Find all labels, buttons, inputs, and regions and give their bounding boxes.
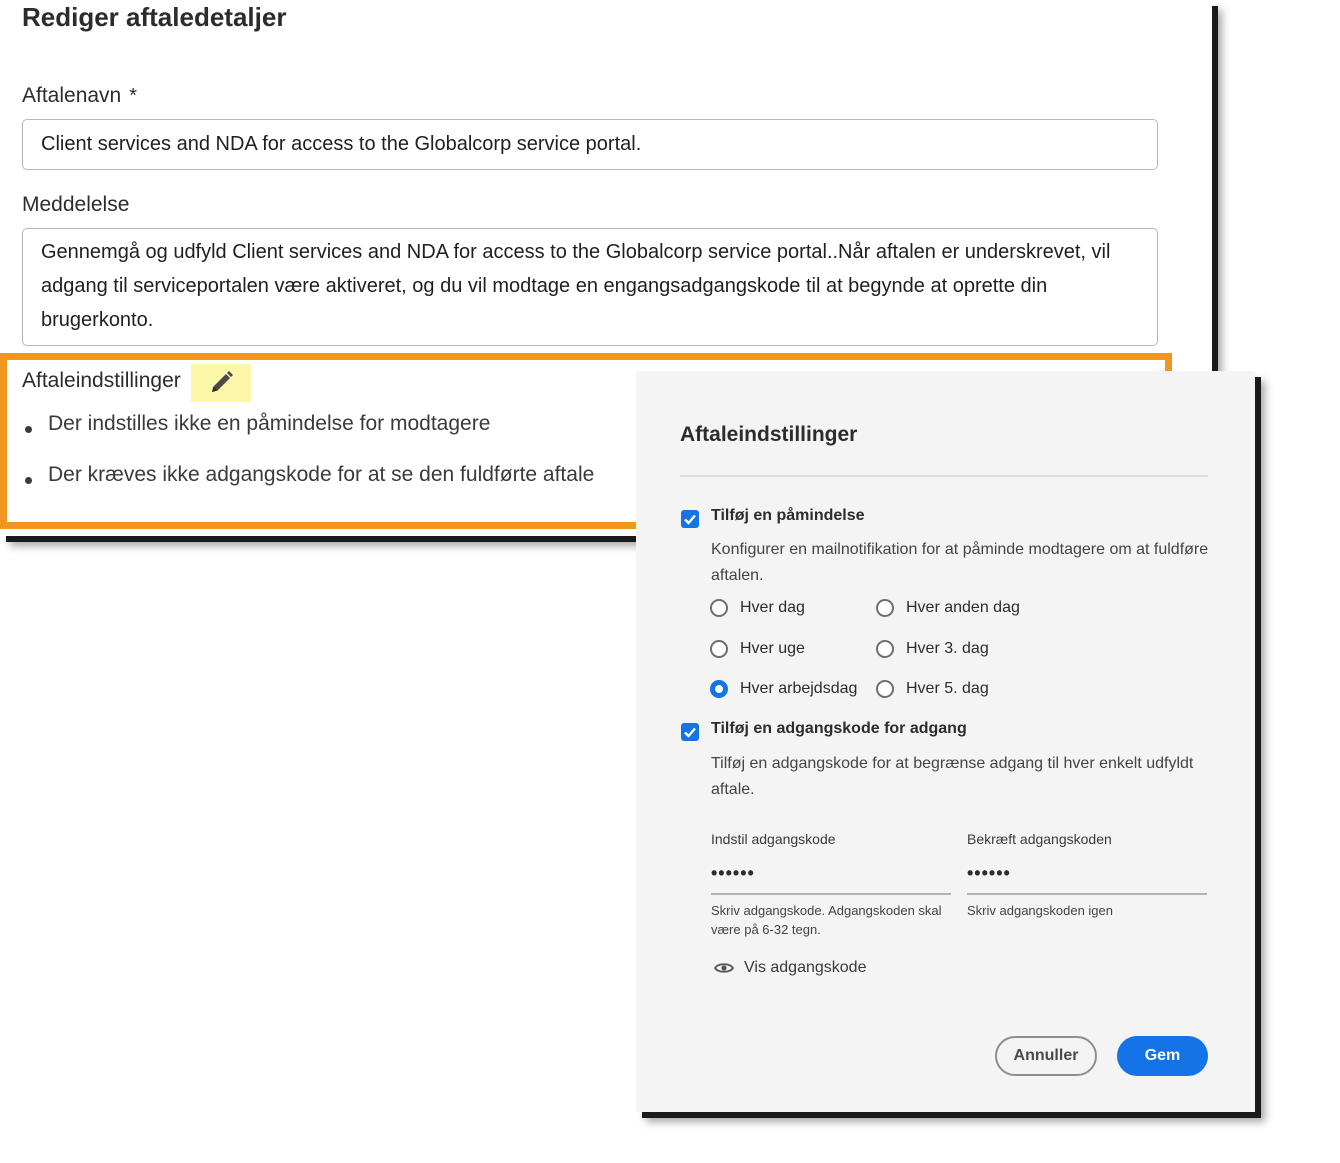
radio-button[interactable] <box>876 680 894 698</box>
save-button[interactable]: Gem <box>1117 1036 1208 1076</box>
radio-label: Hver dag <box>740 599 805 616</box>
radio-button[interactable] <box>876 599 894 617</box>
settings-summary-list <box>22 412 594 514</box>
checkmark-icon <box>683 512 697 526</box>
confirm-password-help: Skriv adgangskoden igen <box>967 903 1113 918</box>
radio-every-week[interactable] <box>710 640 805 658</box>
message-textarea[interactable]: Gennemgå og udfyld Client services and NDA for access to the Globalcorp service portal..Når aftalen er underskrevet, vil adgang til serviceportalen være aktiveret, og du vil modtage en engangsadgangskode til at begynde at oprette din brugerkonto. <box>22 228 1158 346</box>
password-description: Tilføj en adgangskode for at begrænse adgang til hver enkelt udfyldt aftale. <box>711 755 1194 798</box>
radio-button-selected[interactable] <box>710 680 728 698</box>
page-title: Rediger aftaledetaljer <box>22 2 287 32</box>
pencil-icon <box>207 369 235 397</box>
agreement-name-label-text: Aftalenavn <box>22 84 122 107</box>
list-item: Der kræves ikke adgangskode for at se den fuldførte aftale <box>22 463 594 514</box>
edit-settings-button[interactable] <box>191 364 251 402</box>
set-password-help: Skriv adgangskode. Adgangskoden skal være på 6-32 tegn. <box>711 903 942 937</box>
radio-button[interactable] <box>876 640 894 658</box>
checkmark-icon <box>683 725 697 739</box>
reminder-description: Konfigurer en mailnotifikation for at påminde modtagere om at fuldføre aftalen. <box>711 541 1209 584</box>
list-item: Der indstilles ikke en påmindelse for modtagere <box>22 412 594 463</box>
show-password-label: Vis adgangskode <box>744 959 867 976</box>
confirm-password-input[interactable]: •••••• <box>967 859 1207 895</box>
radio-label: Hver arbejdsdag <box>740 680 858 697</box>
radio-button[interactable] <box>710 640 728 658</box>
agreement-name-label <box>22 84 137 108</box>
show-password-toggle[interactable] <box>714 959 866 977</box>
set-password-label: Indstil adgangskode <box>711 831 836 847</box>
agreement-name-input[interactable]: Client services and NDA for access to the Globalcorp service portal. <box>22 119 1158 170</box>
required-marker: * <box>129 85 138 107</box>
radio-label: Hver uge <box>740 640 805 657</box>
radio-label: Hver anden dag <box>906 599 1020 616</box>
message-label: Meddelelse <box>22 193 130 216</box>
cancel-button[interactable]: Annuller <box>995 1036 1097 1076</box>
radio-every-workday[interactable] <box>710 680 857 698</box>
reminder-label: Tilføj en påmindelse <box>711 507 865 524</box>
radio-every-other-day[interactable] <box>876 599 1020 617</box>
password-label: Tilføj en adgangskode for adgang <box>711 720 967 737</box>
radio-every-third-day[interactable] <box>876 640 989 658</box>
radio-every-day[interactable] <box>710 599 805 617</box>
radio-label: Hver 5. dag <box>906 680 989 697</box>
confirm-password-label: Bekræft adgangskoden <box>967 831 1112 847</box>
agreement-settings-dialog <box>636 371 1255 1112</box>
agreement-settings-label: Aftaleindstillinger <box>22 369 181 392</box>
eye-icon <box>714 961 734 975</box>
dialog-title: Aftaleindstillinger <box>680 423 858 446</box>
reminder-checkbox[interactable] <box>681 510 699 528</box>
radio-button[interactable] <box>710 599 728 617</box>
radio-label: Hver 3. dag <box>906 640 989 657</box>
dialog-divider <box>680 475 1208 477</box>
radio-every-fifth-day[interactable] <box>876 680 989 698</box>
password-checkbox[interactable] <box>681 723 699 741</box>
set-password-input[interactable]: •••••• <box>711 859 951 895</box>
